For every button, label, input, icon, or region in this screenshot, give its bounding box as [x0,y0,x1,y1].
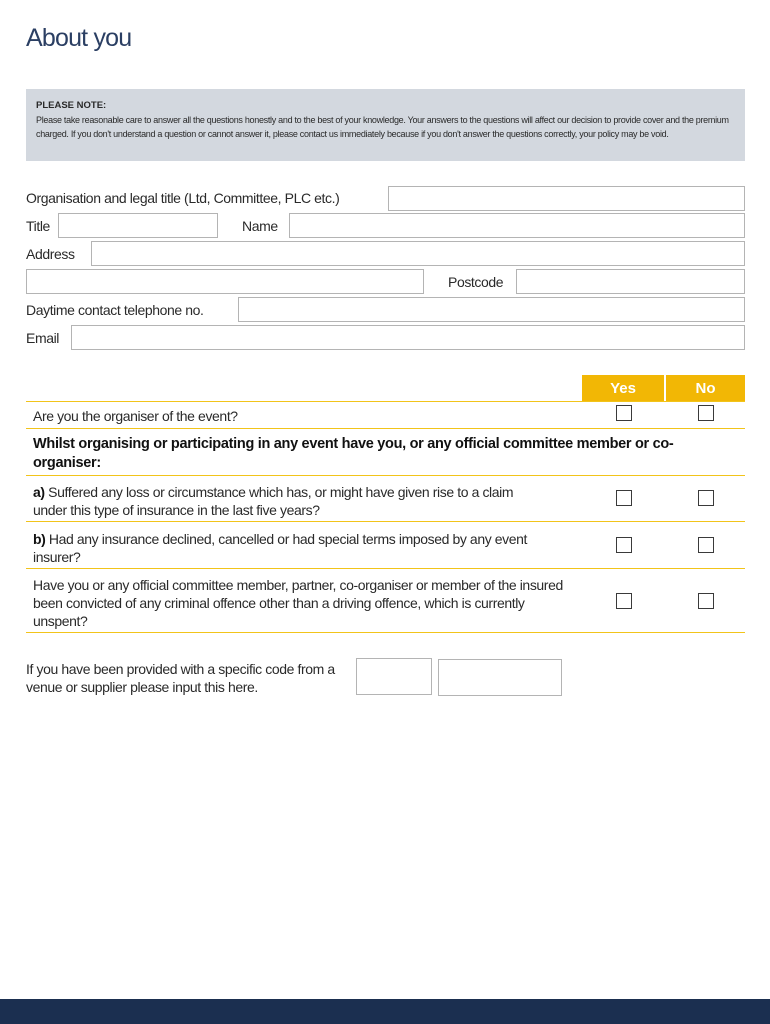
divider [26,632,745,633]
note-body: Please take reasonable care to answer all the questions honestly and to the best of your knowledge. Your answers to the questions will affect our decision to provide cover and the premium charged. If you don't understand a question or cannot answer it, please contact us immediately because if you don't answer the questions correctly, your policy may be void. [36,115,729,139]
organiser-yes-checkbox[interactable] [616,405,632,421]
question-a-yes-checkbox[interactable] [616,490,632,506]
please-note-box [26,89,745,161]
yes-column-header: Yes [582,375,664,402]
page-title: About you [26,24,132,52]
question-organiser: Are you the organiser of the event? [33,408,238,424]
name-label: Name [242,218,278,234]
criminal-no-checkbox[interactable] [698,593,714,609]
question-a [33,483,533,519]
question-a-no-checkbox[interactable] [698,490,714,506]
divider [26,521,745,522]
question-b [33,530,533,566]
email-field[interactable] [71,325,745,350]
question-b-yes-checkbox[interactable] [616,537,632,553]
postcode-field[interactable] [516,269,745,294]
question-criminal: Have you or any official committee member, partner, co-organiser or member of the insured been convicted of any criminal offence other than a driving offence, which is currently unspent? [33,577,563,629]
divider [26,428,745,429]
no-column-header: No [666,375,745,402]
divider [26,568,745,569]
organisation-label: Organisation and legal title (Ltd, Committee, PLC etc.) [26,190,340,206]
question-a-text: Suffered any loss or circumstance which has, or might have given rise to a claim under this type of insurance in the last five years? [33,484,514,518]
divider [26,475,745,476]
address-line1-field[interactable] [91,241,745,266]
name-field[interactable] [289,213,745,238]
title-field[interactable] [58,213,218,238]
question-b-no-checkbox[interactable] [698,537,714,553]
criminal-yes-checkbox[interactable] [616,593,632,609]
section-heading: Whilst organising or participating in any event have you, or any official committee member or co-organiser: [33,436,674,471]
code-field-2[interactable] [438,659,562,696]
title-label: Title [26,218,50,234]
postcode-label: Postcode [448,274,504,290]
footer-bar [0,999,770,1024]
note-heading: PLEASE NOTE: [36,100,107,111]
question-a-prefix: a) [33,484,45,500]
email-label: Email [26,330,60,346]
organisation-field[interactable] [388,186,745,211]
code-label: If you have been provided with a specific code from a venue or supplier please input this here. [26,661,335,695]
phone-field[interactable] [238,297,745,322]
question-b-text: Had any insurance declined, cancelled or had special terms imposed by any event insurer? [33,531,528,565]
phone-label: Daytime contact telephone no. [26,302,204,318]
divider [26,401,745,402]
organiser-no-checkbox[interactable] [698,405,714,421]
question-b-prefix: b) [33,531,46,547]
address-line2-field[interactable] [26,269,424,294]
address-label: Address [26,246,75,262]
code-field-1[interactable] [356,658,432,695]
